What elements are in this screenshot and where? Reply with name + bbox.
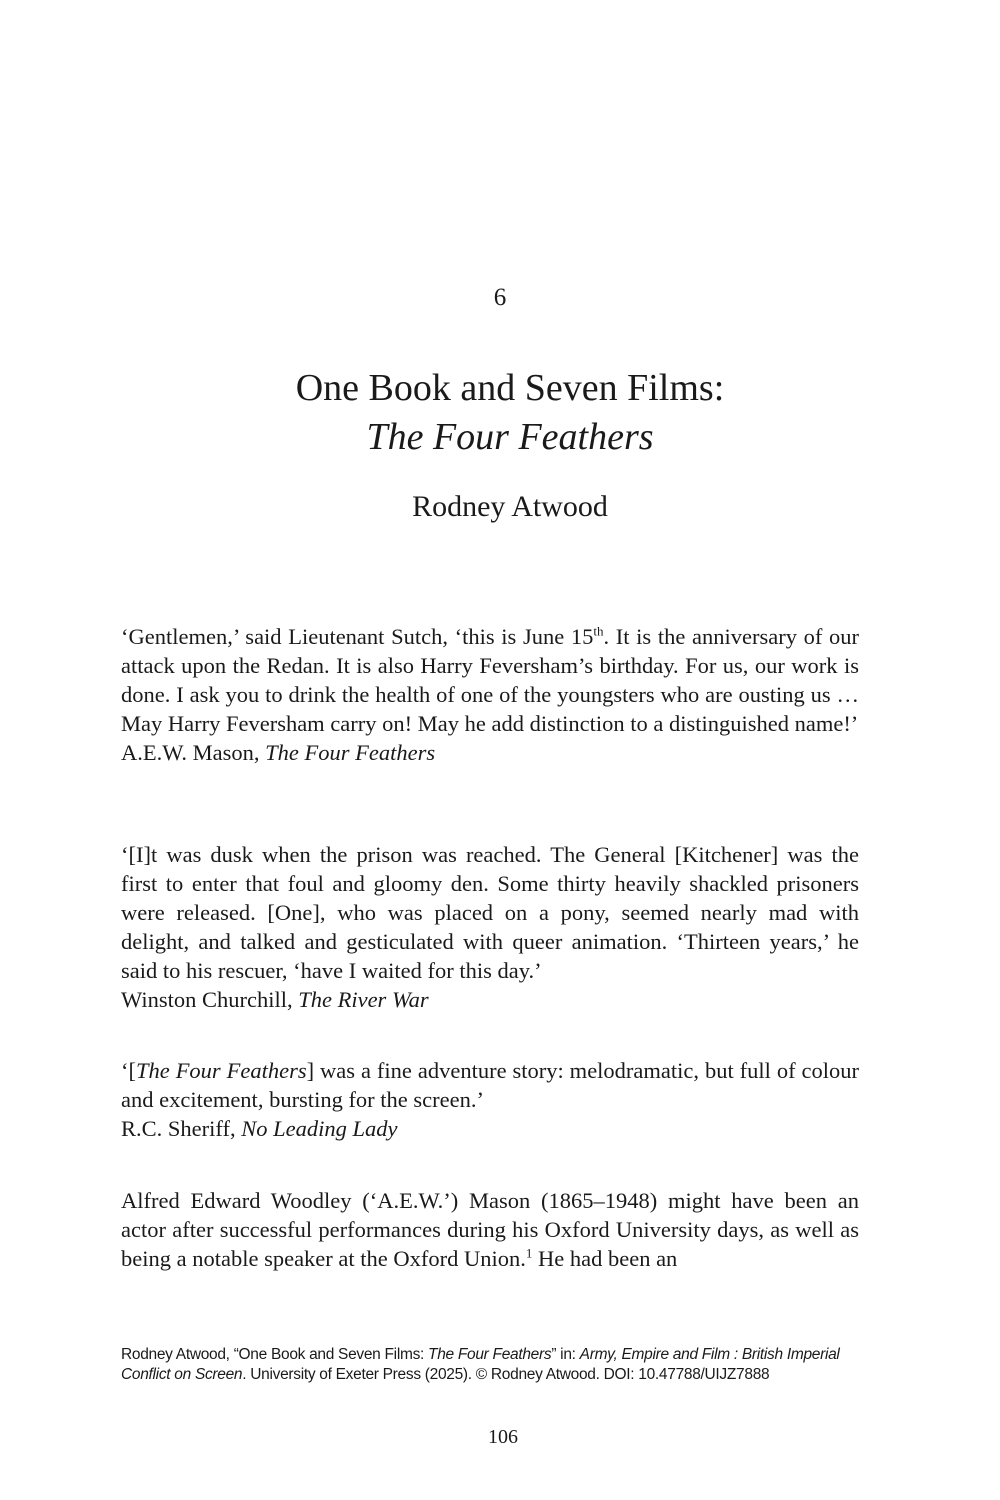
epigraph-quote: ‘[The Four Feathers] was a fine adventure story: melodramatic, but full of colour and excitement, bursting for the screen.’ xyxy=(121,1058,859,1112)
chapter-title-subtitle: The Four Feathers xyxy=(366,416,654,458)
epigraph-attribution: Winston Churchill, The River War xyxy=(121,987,429,1012)
footnote-marker[interactable]: 1 xyxy=(525,1245,533,1261)
body-text xyxy=(121,1186,859,1273)
chapter-title xyxy=(0,364,1000,462)
ordinal-suffix: th xyxy=(593,623,604,639)
page-number: 106 xyxy=(488,1426,518,1448)
epigraph-attribution: R.C. Sheriff, No Leading Lady xyxy=(121,1116,398,1141)
chapter-number: 6 xyxy=(493,284,507,311)
chapter-title-main: One Book and Seven Films: xyxy=(295,367,725,409)
epigraph xyxy=(121,840,859,1014)
epigraph xyxy=(121,622,859,767)
epigraph-attribution: A.E.W. Mason, The Four Feathers xyxy=(121,740,436,765)
epigraph-quote: ‘[I]t was dusk when the prison was reached. The General [Kitchener] was the first to enter that foul and gloomy den. Some thirty heavily shackled prisoners were released. [One], who was placed on a pony, seemed nearly mad with delight, and talked and gesticulated with queer animation. ‘Thirteen years,’ he said to his rescuer, ‘have I waited for this day.’ xyxy=(121,842,859,983)
citation-credit: Rodney Atwood, “One Book and Seven Films: The Four Feathers” in: Army, Empire and Film : British Imperial Conflict on Screen. University of Exeter Press (2025). © Rodney Atwood. DOI: 10.47788/UIJZ7888 xyxy=(121,1346,840,1383)
chapter-author: Rodney Atwood xyxy=(412,490,608,523)
body-paragraph: Alfred Edward Woodley (‘A.E.W.’) Mason (1865–1948) might have been an actor after successful performances during his Oxford University days, as well as being a notable speaker at the Oxford Union.$^1$ He had been an xyxy=(121,1188,859,1271)
epigraph-quote: ‘Gentlemen,’ said Lieutenant Sutch, ‘this is June 15th. It is the anniversary of our attack upon the Redan. It is also Harry Feversham’s birthday. For us, our work is done. I ask you to drink the health of one of the youngsters who are ousting us … May Harry Feversham carry on! May he add distinction to a distinguished name!’ xyxy=(121,623,859,736)
epigraph xyxy=(121,1056,859,1143)
